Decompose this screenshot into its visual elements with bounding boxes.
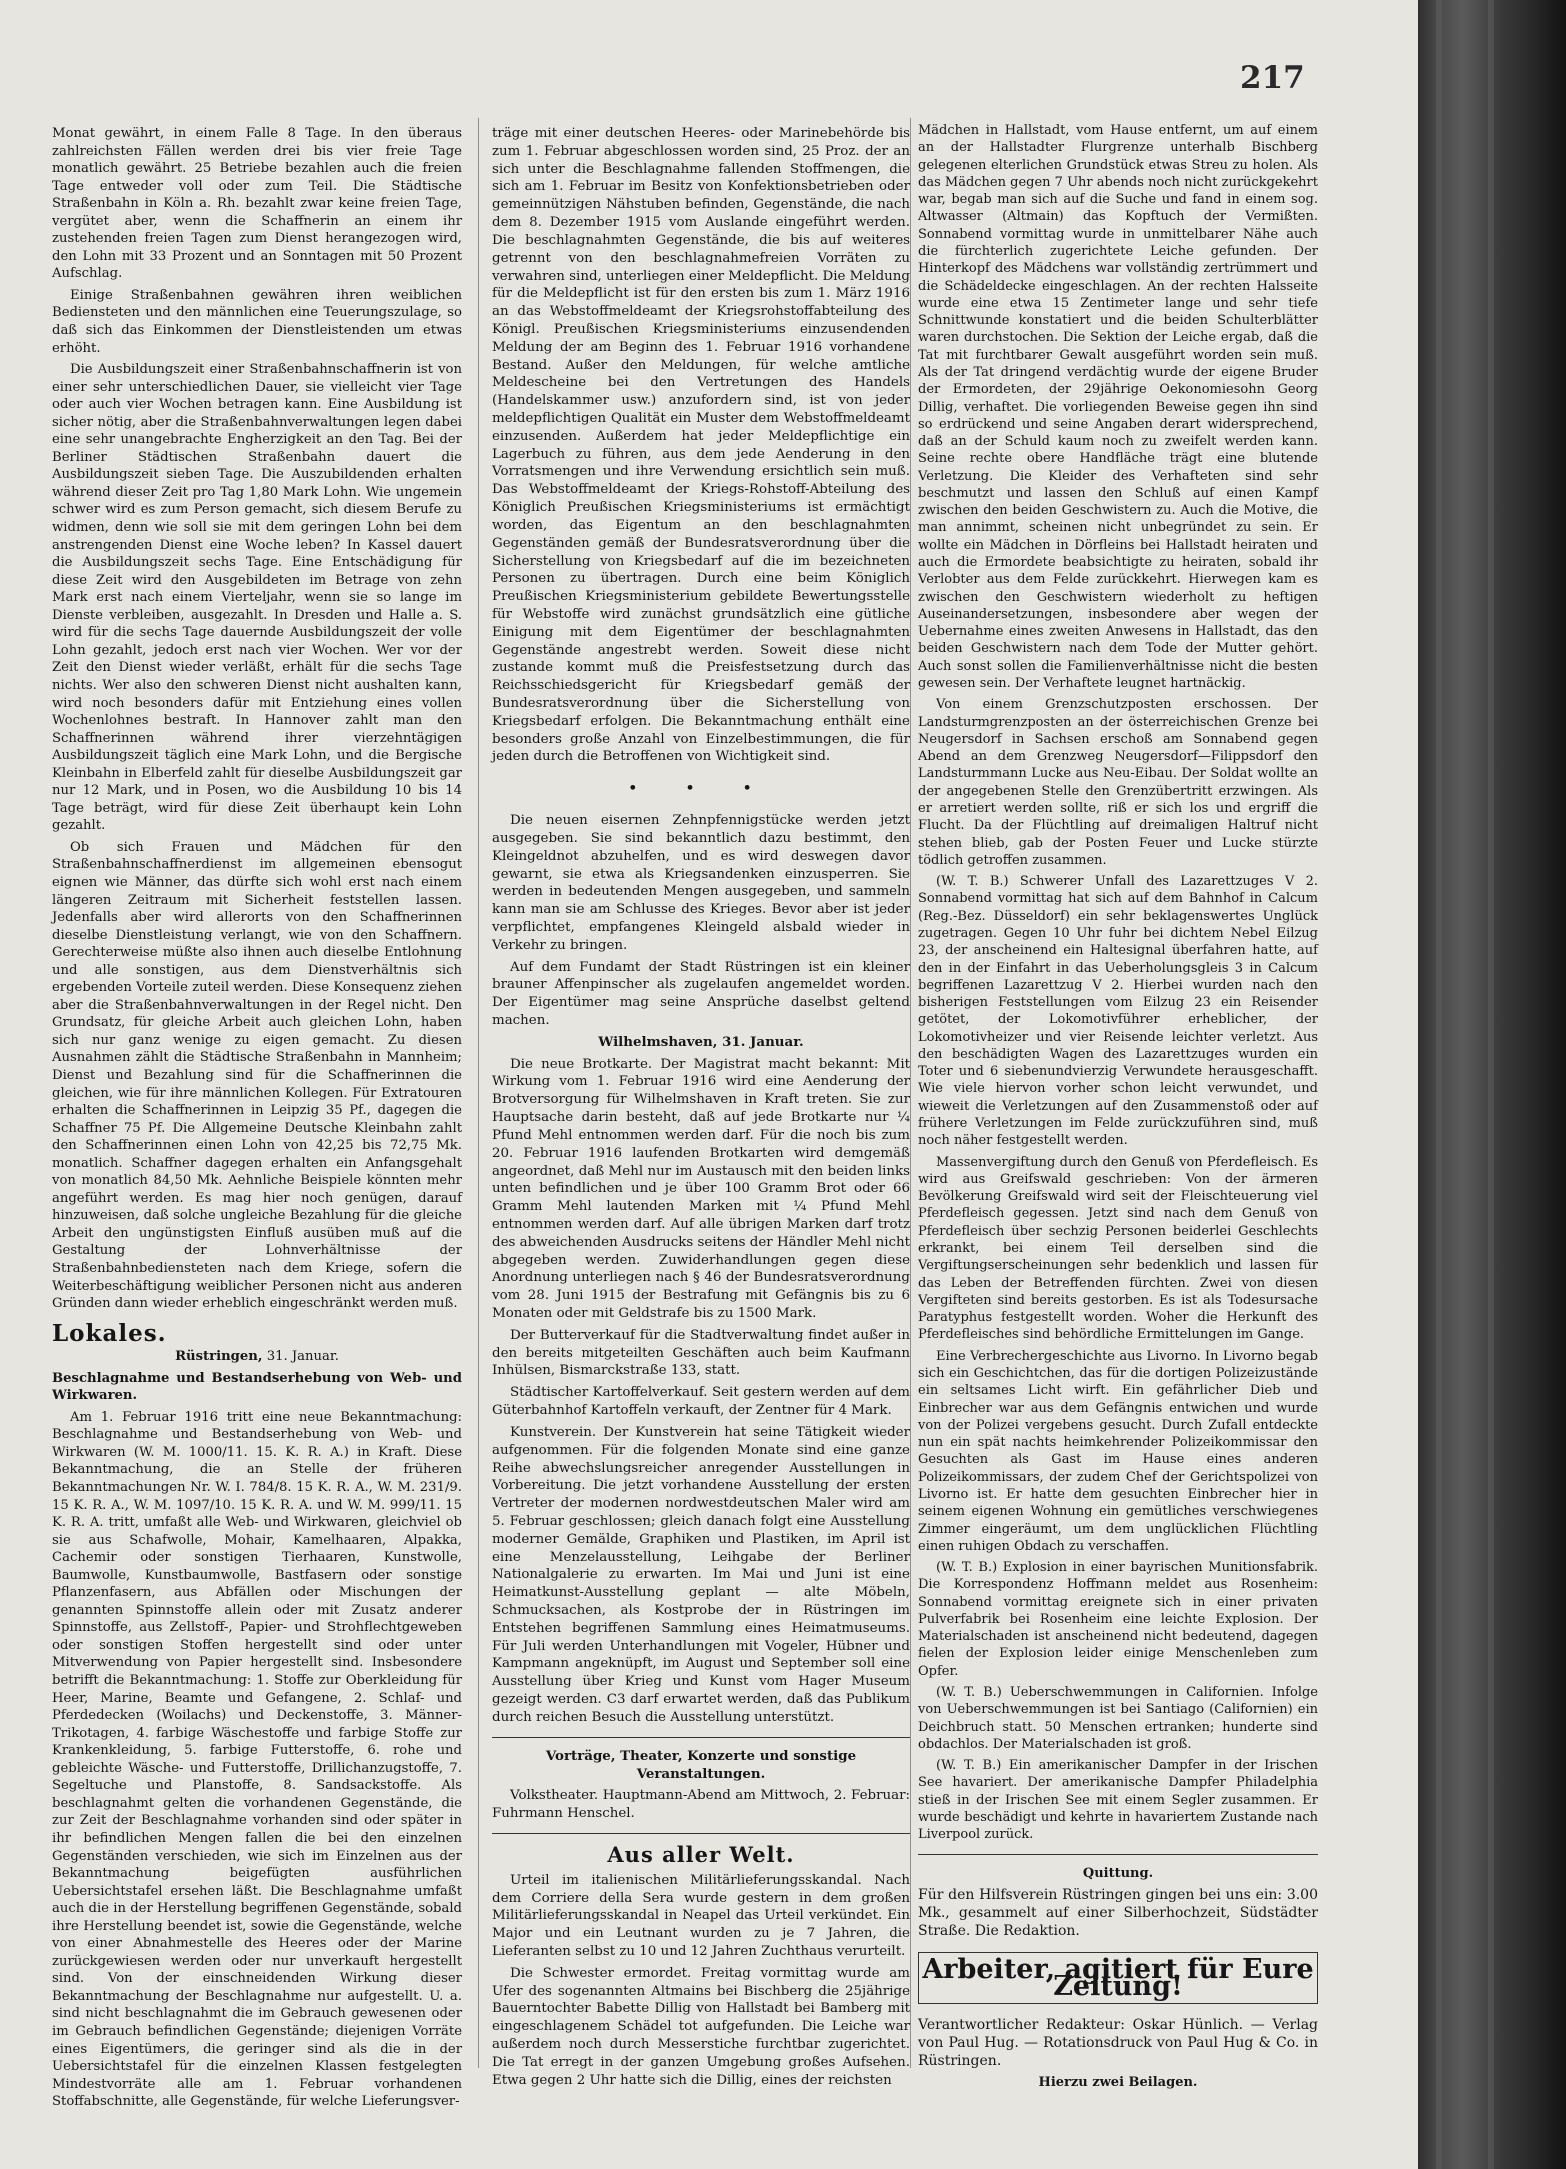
article-paragraph: (W. T. B.) Ueberschwemmungen in Californien. Infolge von Ueberschwemmungen ist bei Santiago (Californien) ein Deichbruch statt. 50 Menschen ertranken; hunderte sind obdachlos. Der Materialschaden ist groß.: [918, 1685, 1318, 1752]
beilagen-note: Hierzu zwei Beilagen.: [1038, 2075, 1198, 2091]
article-paragraph: Der Butterverkauf für die Stadtverwaltung findet außer in den bereits mitgeteilten Geschäften auch beim Kaufmann Inhülsen, Bismarckstraße 133, statt.: [492, 1327, 910, 1379]
article-paragraph: Die Schwester ermordet. Freitag vormittag wurde am Ufer des sogenannten Altmains bei Bischberg die 25jährige Bauerntochter Babette Dillig von Hallstadt bei Bamberg mit eingeschlagenem Schädel tot aufgefunden. Die Leiche war außerdem noch durch Messerstiche furchtbar zugerichtet. Die Tat erregt in der ganzen Umgebung großes Aufsehen. Etwa gegen 2 Uhr hatte sich die Dillig, eines der reichsten: [492, 1965, 910, 2088]
section-heading-veranstaltungen: Vorträge, Theater, Konzerte und sonstige Veranstaltungen.: [545, 1747, 857, 1782]
impressum: Verantwortlicher Redakteur: Oskar Hünlich. — Verlag von Paul Hug. — Rotationsdruck von Paul Hug & Co. in Rüstringen.: [918, 2017, 1318, 2070]
quittung-heading: Quittung.: [1082, 1865, 1154, 1881]
column-rule: [478, 118, 479, 2068]
quittung-text: Für den Hilfsverein Rüstringen gingen bei uns ein: 3.00 Mk., gesammelt auf einer Silberhochzeit, Südstädter Straße. Die Redaktion.: [918, 1886, 1318, 1939]
section-heading-aus-aller-welt: Aus aller Welt.: [607, 1841, 795, 1867]
binding-strip: [1488, 0, 1494, 2169]
article-paragraph: Die neue Brotkarte. Der Magistrat macht bekannt: Mit Wirkung vom 1. Februar 1916 wird eine Aenderung der Brotversorgung für Wilhelmshaven in Kraft treten. Sie zur Hauptsache darin besteht, daß auf jede Brotkarte nur ¼ Pfund Mehl entnommen werden darf. Für die noch bis zum 20. Februar 1916 laufenden Brotkarten wird demgemäß angeordnet, daß Mehl nur im Austausch mit den beiden links unten befindlichen und je über 100 Gramm Brot oder 66 Gramm Mehl lautenden Marken mit ¼ Pfund Mehl entnommen werden darf. Auf alle übrigen Marken darf trotz des abweichenden Ausdrucks seitens der Händler Mehl nicht abgegeben werden. Zuwiderhandlungen gegen diese Anordnung unterliegen nach § 46 der Bundesratsverordnung vom 28. Juni 1915 der Bestrafung mit Gefängnis bis zu 6 Monaten oder mit Geldstrafe bis zu 1500 Mark.: [492, 1056, 910, 1321]
dateline: [52, 1348, 462, 1366]
article-paragraph: Von einem Grenzschutzposten erschossen. Der Landsturmgrenzposten an der österreichischen Grenze bei Neugersdorf in Sachsen erschoß am Sonnabend gegen Abend an dem Grenzweg Neugersdorf—Filippsdorf den Landsturmmann Lucke aus Neu-Eibau. Der Soldat wollte an der angegebenen Stelle den Grenzübertritt erzwingen. Als er arretiert werden sollte, riß er sich los und ergriff die Flucht. Da der Flüchtling auf dreimaligen Haltruf nicht stehen blieb, gab der Posten Feuer und Lucke stürzte tödlich getroffen zusammen.: [918, 697, 1318, 868]
article-paragraph: Monat gewährt, in einem Falle 8 Tage. In den überaus zahlreichsten Fällen werden drei bis vier freie Tage monatlich gewährt. 25 Betriebe bezahlen auch die freien Tage entweder voll oder zum Teil. Die Städtische Straßenbahn in Köln a. Rh. bezahlt zwar keine freien Tage, vergütet aber, wenn die Schaffnerin an einem ihr zustehenden freien Tagen zum Dienst herangezogen wird, den Lohn mit 33 Prozent und an Sonntagen mit 50 Prozent Aufschlag.: [52, 126, 462, 282]
column-1: [52, 125, 462, 2115]
separator-dots: • • •: [628, 780, 774, 797]
book-binding-edge: [1418, 0, 1566, 2169]
column-3: [918, 122, 1318, 2096]
article-paragraph: Städtischer Kartoffelverkauf. Seit gestern werden auf dem Güterbahnhof Kartoffeln verkauft, der Zentner für 4 Mark.: [492, 1385, 910, 1419]
article-paragraph: (W. T. B.) Explosion in einer bayrischen Munitionsfabrik. Die Korrespondenz Hoffmann meldet aus Rosenheim: Sonnabend vormittag ereignete sich in einer privaten Pulverfabrik bei Rosenheim eine leichte Explosion. Der Materialschaden ist anscheinend nicht bedeutend, dagegen fielen der Explosion leider einige Menschenleben zum Opfer.: [918, 1560, 1318, 1679]
article-paragraph: Eine Verbrechergeschichte aus Livorno. In Livorno begab sich ein Geschichtchen, das für die dortigen Polizeizustände ein seltsames Licht wirft. Ein gefährlicher Dieb und Einbrecher war aus dem Gefängnis entwichen und wurde von der Polizei vergebens gesucht. Durch Zufall entdeckte nun ein spät nachts heimkehrender Polizeikommissar den Gesuchten als Gast im Hause eines anderen Polizeikommissars, der zudem Chef der Gerichtspolizei von Livorno ist. Er hatte dem gesuchten Einbrecher hier in seinem eigenen Wohnung ein gemütliches verschwiegenes Zimmer eingeräumt, um dem unglücklichen Flüchtling einen ruhigen Obdach zu verschaffen.: [918, 1348, 1318, 1554]
article-paragraph: Massenvergiftung durch den Genuß von Pferdefleisch. Es wird aus Greifswald geschrieben: Von der ärmeren Bevölkerung Greifswald wird seit der Fleischteuerung viel Pferdefleisch gegessen. Jetzt sind nach dem Genuß von Pferdefleisch über sechzig Personen beiderlei Geschlechts erkrankt, bei einem Teil derselben sind die Vergiftungserscheinungen sehr bedenklich und lassen für das Leben der Betreffenden fürchten. Zwei von diesen Vergifteten sind bereits gestorben. Es ist als Todesursache Paratyphus festgestellt worden. Woher die Herkunft des Pferdefleisches sind behördliche Ermittelungen im Gange.: [918, 1154, 1318, 1343]
article-paragraph: Auf dem Fundamt der Stadt Rüstringen ist ein kleiner brauner Affenpinscher als zugelaufen angemeldet worden. Der Eigentümer mag seine Ansprüche daselbst geltend machen.: [492, 959, 910, 1028]
article-paragraph: (W. T. B.) Schwerer Unfall des Lazarettzuges V 2. Sonnabend vormittag hat sich auf dem Bahnhof in Calcum (Reg.-Bez. Düsseldorf) ein sehr beklagenswertes Unglück zugetragen. Gegen 10 Uhr fuhr bei dichtem Nebel Eilzug 23, der anscheinend ein Haltesignal überfahren hatte, auf den in der Einfahrt in das Ueberholungsgleis 3 in Calcum begriffenen Lazarettzug V 2. Hierbei wurden nach den bisherigen Feststellungen vom Eilzug 23 ein Reisender getötet, der Lokomotivführer erheblicher, der Lokomotivheizer und vier Reisende leichter verletzt. Aus den beschädigten Wagen des Lazarettzuges wurden ein Toter und 6 siebenundvierzig Verwundete herausgeschafft. Wie viele hiervon vorher schon leicht verwundet, und wieweit die Verletzungen auf den Zusammenstoß oder auf frühere Verletzungen im Felde zurückzuführen sind, muß noch näher festgestellt werden.: [918, 874, 1318, 1149]
page-number: 217: [1240, 60, 1305, 96]
article-paragraph: Kunstverein. Der Kunstverein hat seine Tätigkeit wieder aufgenommen. Für die folgenden Monate sind eine ganze Reihe abwechslungsreicher anregender Ausstellungen in Vorbereitung. Die jetzt vorhandene Ausstellung der ersten Vertreter der modernen nordwestdeutschen Maler wird am 5. Februar geschlossen; gleich danach folgt eine Ausstellung moderner Gemälde, Graphiken und Plastiken, im April ist eine Menzelausstellung, Leihgabe der Berliner Nationalgalerie zu erwarten. Im Mai und Juni ist eine Heimatkunst-Ausstellung geplant — alte Möbeln, Schmucksachen, als Kostprobe der in Rüstringen im Entstehen begriffenen Sammlung eines Heimatmuseums. Für Juli werden Unterhandlungen mit Vogeler, Hübner und Kampmann angeknüpft, im August und September soll eine Ausstellung über Krieg und Kunst vom Hager Museum gezeigt werden. C3 darf erwartet werden, daß das Publikum durch reichen Besuch die Ausstellung unterstützt.: [492, 1424, 910, 1725]
article-paragraph: Einige Straßenbahnen gewähren ihren weiblichen Bediensteten und den männlichen eine Teuerungszulage, so daß sich das Einkommen der Dienstleistenden um etwas erhöht.: [52, 287, 462, 356]
dateline-place: Rüstringen,: [175, 1349, 263, 1365]
column-2: [492, 125, 910, 2094]
dateline-date: 31. Januar.: [266, 1349, 339, 1365]
article-heading: Beschlagnahme und Bestandserhebung von Web- und Wirkwaren.: [52, 1370, 462, 1404]
article-paragraph: Am 1. Februar 1916 tritt eine neue Bekanntmachung: Beschlagnahme und Bestandserhebung von Web- und Wirkwaren (W. M. 1000/11. 15. K. R. A.) in Kraft. Diese Bekanntmachung, die an Stelle der früheren Bekanntmachungen Nr. W. I. 784/8. 15 K. R. A., W. M. 231/9. 15 K. R. A., W. M. 1097/10. 15 K. R. A. und W. M. 999/11. 15 K. R. A. tritt, umfaßt alle Web- und Wirkwaren, gleichviel ob sie aus Schafwolle, Mohair, Kamelhaaren, Alpakka, Cachemir oder sonstigen Tierhaaren, Kunstwolle, Baumwolle, Kunstbaumwolle, Bastfasern oder sonstige Pflanzenfasern, aus Abfällen oder Mischungen der genannten Spinnstoffe allein oder mit Zusatz anderer Spinnstoffe, aus Zellstoff-, Papier- und Strohflechtgeweben oder sonstigen Stoffen hergestellt sind oder unter Mitverwendung von Papier hergestellt sind. Insbesondere betrifft die Bekanntmachung: 1. Stoffe zur Oberkleidung für Heer, Marine, Beamte und Gefangene, 2. Schlaf- und Pferdedecken (Woilachs) und Deckenstoffe, 3. Männer-Trikotagen, 4. farbige Wäschestoffe und farbige Stoffe zur Krankenkleidung, 5. farbige Futterstoffe, 6. rohe und gebleichte Wäsche- und Futterstoffe, Drillichanzugstoffe, 7. Segeltuche und Planstoffe, 8. Sandsackstoffe. Als beschlagnahmt gelten die vorhandenen Gegenstände, die zur Zeit der Beschlagnahme vorhanden sind oder später in ihr befindlichen Mengen fallen die bei den einzelnen Gegenständen verschieden, wie sich im Einzelnen aus der Bekanntmachung beigefügten ausführlichen Uebersichtstafel ersehen läßt. Die Beschlagnahme umfaßt auch die in der Herstellung begriffenen Gegenstände, sobald ihre Herstellung beendet ist, sowie die Gegenstände, welche von einer Abnahmestelle des Heeres oder der Marine zurückgewiesen werden oder nur unverkauft hergestellt sind. Von der einschneidenden Wirkung dieser Bekanntmachung der Beschlagnahme nur aufgestellt. U. a. sind nicht beschlagnahmt die im Gebrauch gewesenen oder im Gebrauch befindlichen Gegenstände; diejenigen Vorräte eines Eigentümers, die geringer sind als die in der Uebersichtstafel für die einzelnen Klassen festgelegten Mindestvorräte alle am 1. Februar vorhandenen Stoffabschnitte, alle Gegenstände, für welche Lieferungsver-: [52, 1409, 462, 2110]
article-paragraph: (W. T. B.) Ein amerikanischer Dampfer in der Irischen See havariert. Der amerikanische Dampfer Philadelphia stieß in der Irischen See mit einem Segler zusammen. Er wurde beschädigt und kehrte in havariertem Zustande nach Liverpool zurück.: [918, 1758, 1318, 1843]
binding-strip: [1436, 0, 1442, 2169]
divider: [918, 1854, 1318, 1855]
section-heading-lokales: Lokales.: [52, 1319, 167, 1347]
article-paragraph: Urteil im italienischen Militärlieferungsskandal. Nach dem Corriere della Sera wurde gestern in dem großen Militärlieferungsskandal in Neapel das Urteil verkündet. Ein Major und ein Leutnant wurden zu je 7 Jahren, die Lieferanten selbst zu 10 und 12 Jahren Zuchthaus verurteilt.: [492, 1872, 910, 1959]
divider: [492, 1833, 910, 1834]
article-paragraph: Mädchen in Hallstadt, vom Hause entfernt, um auf einem an der Hallstadter Flurgrenze unterhalb Bischberg gelegenen elterlichen Grundstück etwas Streu zu holen. Als das Mädchen gegen 7 Uhr abends noch nicht zurückgekehrt war, begab man sich auf die Suche und fand in einem sog. Altwasser (Altmain) das Kopftuch der Vermißten. Sonnabend vormittag wurde in unmittelbarer Nähe auch die fürchterlich zugerichtete Leiche gefunden. Der Hinterkopf des Mädchens war vollständig zertrümmert und die Schädeldecke eingeschlagen. An der rechten Halsseite wurde eine etwa 15 Zentimeter lange und sehr tiefe Schnittwunde konstatiert und die beiden Schulterblätter waren durchstochen. Die Sektion der Leiche ergab, daß die Tat mit furchtbarer Gewalt ausgeführt worden sein muß. Als der Tat dringend verdächtig wurde der eigene Bruder der Ermordeten, der 29jährige Oekonomiesohn Georg Dillig, verhaftet. Die vorliegenden Beweise gegen ihn sind so erdrückend und seine Angaben derart widersprechend, daß an der Schuld kaum noch zu zweifelt werden kann. Seine rechte obere Handfläche trägt eine blutende Verletzung. Die Kleider des Verhafteten sind sehr beschmutzt und lassen den Schluß auf einen Kampf zwischen den beiden Geschwistern zu. Auch die Motive, die man annimmt, scheinen nicht unbegründet zu sein. Er wollte ein Mädchen in Dörfleins bei Hallstadt heiraten und auch die Ermordete beabsichtigte zu heiraten, sobald ihr Verlobter aus dem Felde zurückkehrt. Hierwegen kam es zwischen den Geschwistern wiederholt zu heftigen Auseinandersetzungen, insbesondere aber wegen der Uebernahme eines zweiten Anwesens in Hallstadt, das den beiden Geschwistern nach dem Tode der Mutter gehört. Auch sonst sollen die Familienverhältnisse nicht die besten gewesen sein. Der Verhaftete leugnet hartnäckig.: [918, 123, 1318, 691]
article-paragraph: träge mit einer deutschen Heeres- oder Marinebehörde bis zum 1. Februar abgeschlossen worden sind, 25 Proz. der an sich unter die Beschlagnahme fallenden Stoffmengen, die sich am 1. Februar im Besitz von Konfektionsbetrieben oder gemeinnützigen Nähstuben befinden, Gegenstände, die nach dem 8. Dezember 1915 vom Auslande eingeführt werden. Die beschlagnahmten Gegenstände, die bis auf weiteres getrennt von den beschlagnahmefreien Vorräten zu verwahren sind, unterliegen einer Meldepflicht. Die Meldung für die Meldepflicht ist für den ersten bis zum 1. März 1916 an das Webstoffmeldeamt der Kriegsrohstoffabteilung des Königl. Preußischen Kriegsministeriums einzusendenden Meldung der am Beginn des 1. Februar 1916 vorhandene Bestand. Außer den Meldungen, für welche amtliche Meldescheine bei den Vertretungen des Handels (Handelskammer usw.) anzufordern sind, ist von jeder meldepflichtigen Qualität ein Muster dem Webstoffmeldeamt einzusenden. Außerdem hat jeder Meldepflichtige ein Lagerbuch zu führen, aus dem jede Aenderung in den Vorratsmengen und ihre Verwendung ersichtlich sein muß. Das Webstoffmeldeamt der Kriegs-Rohstoff-Abteilung des Königlich Preußischen Kriegsministeriums ist ermächtigt worden, das Eigentum an den beschlagnahmten Gegenständen gemäß der Bundesratsverordnung über die Sicherstellung von Kriegsbedarf auf die im bezeichneten Personen zu übertragen. Durch eine beim Königlich Preußischen Kriegsministerium gebildete Bewertungsstelle für Webstoffe wird zunächst grundsätzlich eine gütliche Einigung mit dem Eigentümer der beschlagnahmten Gegenstände angestrebt werden. Soweit diese nicht zustande kommt muß die Preisfestsetzung durch das Reichsschiedsgericht für Kriegsbedarf gemäß der Bundesratsverordnung über die Sicherstellung von Kriegsbedarf erfolgen. Die Bekanntmachung enthält eine besonders große Anzahl von Einzelbestimmungen, die für jeden durch die Betroffenen von Wichtigkeit sind.: [492, 126, 910, 765]
divider: [492, 1737, 910, 1738]
article-paragraph: Die neuen eisernen Zehnpfennigstücke werden jetzt ausgegeben. Sie sind bekanntlich dazu bestimmt, den Kleingeldnot abzuhelfen, und es wird deswegen davor gewarnt, sie etwa als Kriegsandenken einzusperren. Sie werden in bedeutenden Mengen ausgegeben, und sammeln kann man sie am Schlusse des Krieges. Bevor aber ist jeder verpflichtet, empfangenes Kleingeld alsbald wieder in Verkehr zu bringen.: [492, 813, 910, 953]
article-paragraph: Ob sich Frauen und Mädchen für den Straßenbahnschaffnerdienst im allgemeinen ebensogut eignen wie Männer, das dürfte sich wohl erst nach einem längeren Zeitraum mit Sicherheit feststellen lassen. Jedenfalls aber wird allerorts von den Schaffnerinnen dieselbe Dienstleistung verlangt, wie von den Schaffnern. Gerechterweise müßte also ihnen auch dieselbe Entlohnung und alle sonstigen, aus dem Dienstverhältnis sich ergebenden Vorteile zuteil werden. Diese Konsequenz ziehen aber die Straßenbahnverwaltungen in der Regel nicht. Den Grundsatz, für gleiche Arbeit auch gleichen Lohn, haben sich nur ganz wenige zu eigen gemacht. Zu diesen Ausnahmen zählt die Städtische Straßenbahn in Mannheim; Dienst und Bezahlung sind für die Schaffnerinnen die gleichen, wie für ihre männlichen Kollegen. Für Extratouren erhalten die Schaffnerinnen in Leipzig 35 Pf., dagegen die Schaffner 75 Pf. Die Allgemeine Deutsche Kleinbahn zahlt den Schaffnerinnen einen Lohn von 42,25 bis 72,75 Mk. monatlich. Schaffner dagegen erhalten ein Anfangsgehalt von monatlich 84,50 Mk. Aehnliche Beispiele könnten mehr angeführt werden. Es mag hier noch genügen, darauf hinzuweisen, daß solche ungleiche Bezahlung für die gleiche Arbeit den ungünstigsten Einfluß ausüben muß auf die Gestaltung der Lohnverhältnisse der Straßenbahnbediensteten nach dem Kriege, sofern die Weiterbeschäftigung weiblicher Personen nicht aus anderen Gründen dann wieder erheblich eingeschränkt werden muß.: [52, 839, 462, 1312]
article-paragraph: Die Ausbildungszeit einer Straßenbahnschaffnerin ist von einer sehr unterschiedlichen Dauer, sie vielleicht vier Tage oder auch vier Wochen betragen kann. Eine Ausbildung ist sicher nötig, aber die Straßenbahnverwaltungen legen dabei eine sehr unangebrachte Engherzigkeit an den Tag. Bei der Berliner Städtischen Straßenbahn dauert die Ausbildungszeit sieben Tage. Die Auszubildenden erhalten während dieser Zeit pro Tag 1,80 Mark Lohn. Wie ungemein schwer wird es zum Person gemacht, sich diesem Berufe zu widmen, denn wie soll sie mit dem geringen Lohn bei dem anstrengenden Dienst eine Woche leben? In Kassel dauert die Ausbildungszeit sechs Tage. Eine Entschädigung für diese Zeit wird den Ausgebildeten im Betrage von zehn Mark erst nach einem Vierteljahr, wenn sie so lange im Dienste verbleiben, ausgezahlt. In Dresden und Halle a. S. wird für die sechs Tage dauernde Ausbildungszeit der volle Lohn gezahlt, jedoch erst nach vier Wochen. Wer vor der Zeit den Dienst wieder verläßt, erhält für die sechs Tage nichts. Wer also den schweren Dienst nicht aushalten kann, wird noch besonders dafür mit Entziehung eines vollen Wochenlohnes bestraft. In Hannover zahlt man den Schaffnerinnen während ihrer vierzehntägigen Ausbildungszeit täglich eine Mark Lohn, und die Bergische Kleinbahn in Elberfeld zahlt für dieselbe Ausbildungszeit gar nur 12 Mark, und in Posen, wo die Ausbildung 10 bis 14 Tage beträgt, wird für diese Zeit überhaupt kein Lohn gezahlt.: [52, 362, 462, 834]
article-paragraph: Volkstheater. Hauptmann-Abend am Mittwoch, 2. Februar: Fuhrmann Henschel.: [492, 1788, 910, 1822]
column-rule: [910, 118, 911, 2068]
agitation-banner: Arbeiter, agitiert für Eure Zeitung!: [918, 1952, 1318, 2005]
dateline: Wilhelmshaven, 31. Januar.: [598, 1033, 804, 1050]
